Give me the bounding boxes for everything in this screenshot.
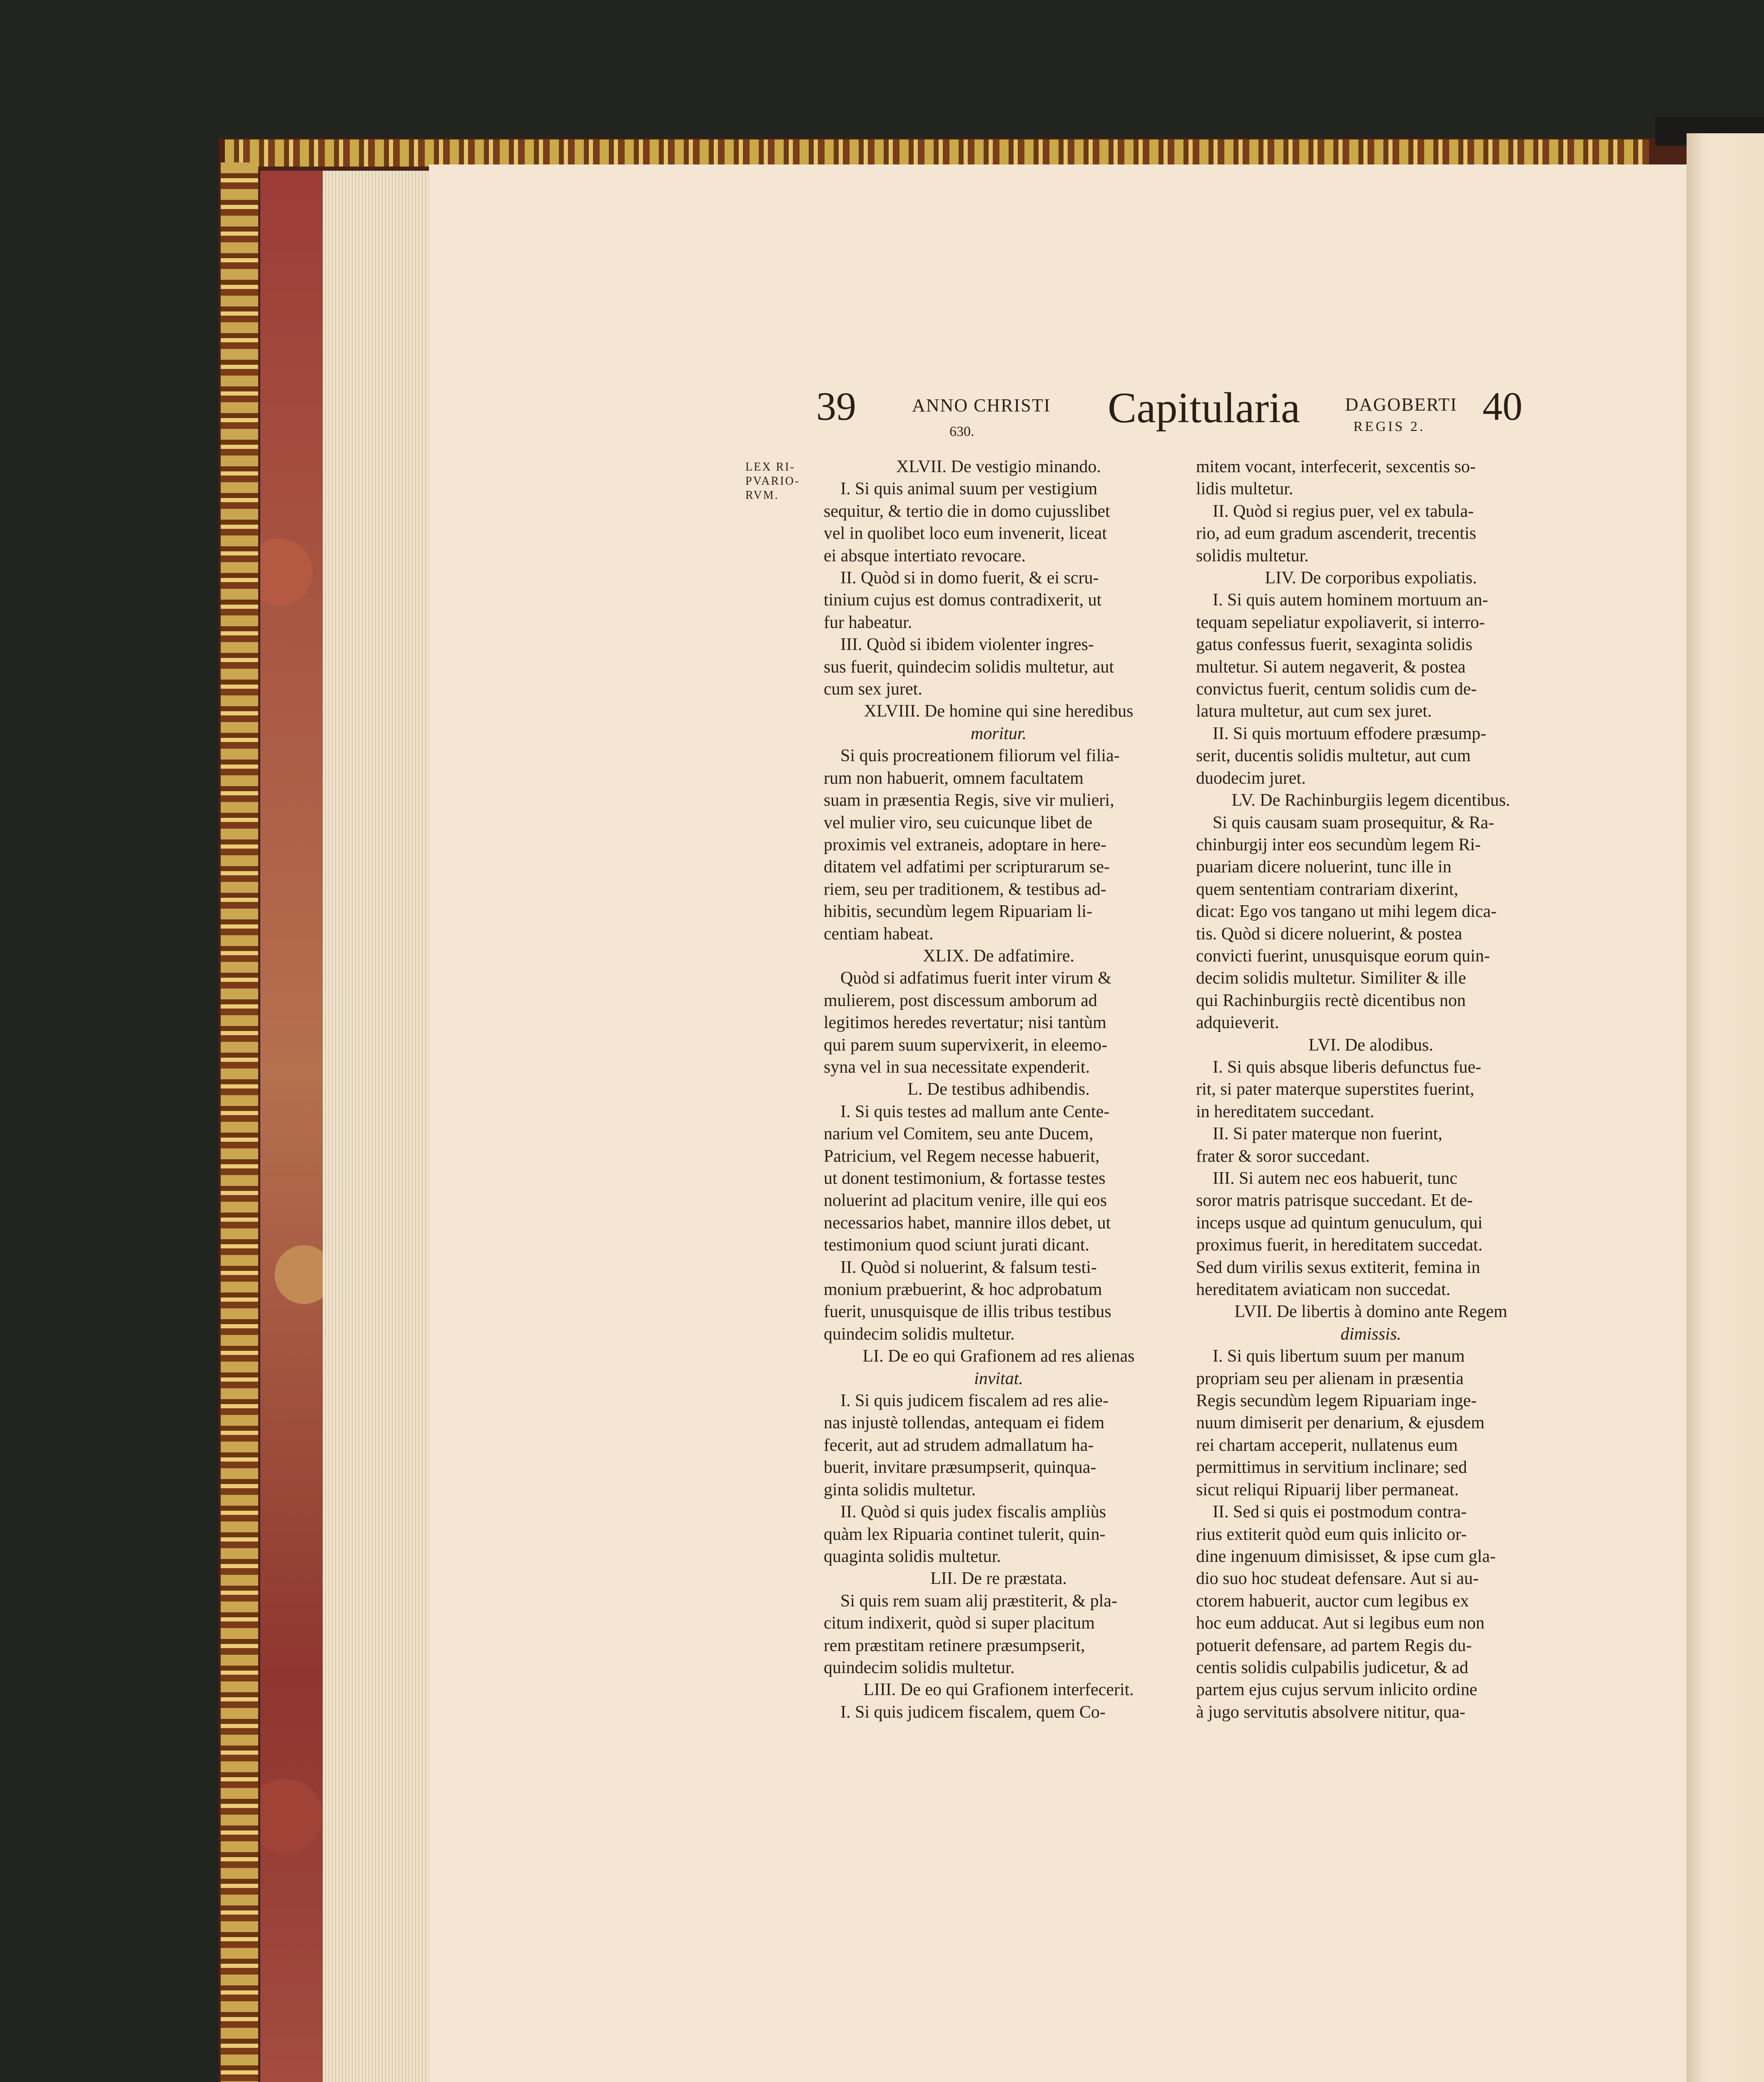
text-line: II. Si quis mortuum effodere præsump-	[1213, 724, 1487, 743]
text-line: II. Sed si quis ei postmodum contra-	[1213, 1502, 1467, 1522]
text-line: LVI. De alodibus.	[1308, 1035, 1433, 1055]
text-line: quem sententiam contrariam dixerint,	[1196, 879, 1458, 899]
text-line: I. Si quis judicem fiscalem, quem Co-	[840, 1702, 1106, 1722]
text-column-right	[1196, 456, 1546, 1723]
text-line: Quòd si adfatimus fuerit inter virum &	[840, 969, 1111, 988]
text-line: testimonium quod sciunt jurati dicant.	[824, 1235, 1090, 1255]
text-line: Si quis causam suam prosequitur, & Ra-	[1213, 813, 1495, 832]
text-line: I. Si quis absque liberis defunctus fue-	[1213, 1057, 1482, 1077]
page-number-right: 40	[1482, 384, 1522, 428]
text-line: LIV. De corporibus expoliatis.	[1265, 568, 1477, 588]
text-line: sequitur, & tertio die in domo cujusslibet	[824, 501, 1110, 521]
text-line: vel mulier viro, seu cuicunque libet de	[824, 813, 1092, 832]
text-line: hereditatem aviaticam non succedat.	[1196, 1280, 1451, 1300]
text-line: quaginta solidis multetur.	[824, 1547, 1001, 1566]
text-line: suam in præsentia Regis, sive vir mulieri,	[824, 791, 1114, 810]
text-line: solidis multetur.	[1196, 546, 1309, 565]
text-line: Si quis procreationem filiorum vel filia-	[840, 746, 1120, 766]
text-line: permittimus in servitium inclinare; sed	[1196, 1458, 1467, 1477]
text-line: decim solidis multetur. Similiter & ille	[1196, 969, 1466, 988]
text-line: fuerit, unusquisque de illis tribus testibus	[824, 1302, 1111, 1322]
text-line: ei absque intertiato revocare.	[824, 546, 1026, 565]
text-line: propriam seu per alienam in præsentia	[1196, 1369, 1464, 1388]
text-line: serit, ducentis solidis multetur, aut cum	[1196, 746, 1471, 766]
text-line: invitat.	[974, 1369, 1023, 1388]
text-line: proximis vel extraneis, adoptare in here-	[824, 835, 1106, 854]
text-line: multetur. Si autem negaverit, & postea	[1196, 657, 1466, 677]
text-line: II. Quòd si regius puer, vel ex tabula-	[1213, 501, 1474, 521]
text-line: citum indixerit, quòd si super placitum	[824, 1614, 1095, 1633]
text-line: quindecim solidis multetur.	[824, 1658, 1015, 1677]
text-line: ditatem vel adfatimi per scripturarum se-	[824, 857, 1110, 877]
text-line: vel in quolibet loco eum invenerit, liceat	[824, 524, 1107, 543]
text-line: tis. Quòd si dicere noluerint, & postea	[1196, 924, 1463, 944]
text-line: XLVIII. De homine qui sine heredibus	[864, 702, 1134, 721]
text-line: I. Si quis testes ad mallum ante Cente-	[840, 1102, 1110, 1121]
text-line: legitimos heredes revertatur; nisi tantùm	[824, 1013, 1106, 1033]
text-line: qui Rachinburgiis rectè dicentibus non	[1196, 991, 1466, 1010]
text-line: ctorem habuerit, auctor cum legibus ex	[1196, 1591, 1469, 1611]
text-line: tequam sepeliatur expoliaverit, si interro-	[1196, 613, 1485, 632]
text-line: adquieverit.	[1196, 1013, 1279, 1033]
text-line: quindecim solidis multetur.	[824, 1324, 1015, 1344]
margin-note	[745, 460, 812, 503]
text-line: rei chartam acceperit, nullatenus eum	[1196, 1435, 1458, 1455]
text-line: centiam habeat.	[824, 924, 934, 944]
text-line: Patricium, vel Regem necesse habuerit,	[824, 1146, 1100, 1166]
text-line: in hereditatem succedant.	[1196, 1102, 1374, 1121]
text-line: I. Si quis animal suum per vestigium	[840, 479, 1098, 499]
text-line: partem ejus cujus servum inlicito ordine	[1196, 1680, 1477, 1700]
text-line: rem præstitam retinere præsumpserit,	[824, 1636, 1085, 1655]
text-line: LV. De Rachinburgiis legem dicentibus.	[1231, 791, 1510, 810]
text-line: fur habeatur.	[824, 613, 912, 632]
text-line: nuum dimiserit per denarium, & ejusdem	[1196, 1413, 1485, 1433]
text-line: rit, si pater materque superstites fuerint,	[1196, 1080, 1475, 1099]
text-line: monium præbuerint, & hoc adprobatum	[824, 1280, 1102, 1300]
text-line: L. De testibus adhibendis.	[907, 1080, 1090, 1099]
text-line: convicti fuerint, unusquisque eorum quin-	[1196, 946, 1490, 966]
text-line: fecerit, aut ad strudem admallatum ha-	[824, 1435, 1094, 1455]
text-line: riem, seu per traditionem, & testibus ad-	[824, 879, 1106, 899]
margin-note-line: PVARIO-	[745, 475, 800, 488]
text-line: sicut reliqui Ripuarij liber permaneat.	[1196, 1480, 1459, 1499]
marbled-endpaper	[260, 171, 323, 2082]
text-line: frater & soror succedant.	[1196, 1146, 1370, 1166]
text-line: I. Si quis judicem fiscalem ad res alie-	[840, 1391, 1109, 1411]
text-line: moritur.	[970, 724, 1027, 743]
year-label: 630.	[949, 424, 974, 439]
text-line: puariam dicere noluerint, tunc ille in	[1196, 857, 1452, 877]
text-line: Sed dum virilis sexus extiterit, femina in	[1196, 1258, 1480, 1277]
text-line: quàm lex Ripuaria continet tulerit, quin-	[824, 1524, 1106, 1544]
page-number-left: 39	[816, 384, 856, 428]
text-line: inceps usque ad quintum genuculum, qui	[1196, 1213, 1483, 1233]
text-line: rius extiterit quòd eum quis inlicito or-	[1196, 1524, 1467, 1544]
text-line: necessarios habet, mannire illos debet, ut	[824, 1213, 1111, 1233]
text-line: ginta solidis multetur.	[824, 1480, 976, 1499]
text-line: potuerit defensare, ad partem Regis du-	[1196, 1636, 1472, 1655]
gilt-border-left	[221, 162, 258, 2082]
regis-label: REGIS 2.	[1353, 419, 1425, 434]
text-line: II. Si pater materque non fuerint,	[1213, 1124, 1443, 1144]
text-line: tinium cujus est domus contradixerit, ut	[824, 590, 1102, 610]
text-line: mulierem, post discessum amborum ad	[824, 991, 1097, 1010]
text-column-left	[824, 456, 1174, 1723]
text-line: sus fuerit, quindecim solidis multetur, aut	[824, 657, 1114, 677]
text-line: LIII. De eo qui Grafionem interfecerit.	[863, 1680, 1134, 1700]
margin-note-line: RVM.	[745, 489, 779, 502]
text-line: I. Si quis autem hominem mortuum an-	[1213, 590, 1488, 610]
text-line: chinburgij inter eos secundùm legem Ri-	[1196, 835, 1481, 854]
text-line: dicat: Ego vos tangano ut mihi legem dica-	[1196, 902, 1497, 921]
text-line: LII. De re præstata.	[930, 1569, 1067, 1589]
text-line: hoc eum adducat. Aut si legibus eum non	[1196, 1614, 1485, 1633]
text-line: I. Si quis libertum suum per manum	[1213, 1347, 1465, 1366]
text-line: dimissis.	[1340, 1324, 1401, 1344]
text-line: rio, ad eum gradum ascenderit, trecentis	[1196, 524, 1476, 543]
text-line: LI. De eo qui Grafionem ad res alienas	[862, 1347, 1135, 1366]
text-line: buerit, invitare præsumpserit, quinqua-	[824, 1458, 1096, 1477]
text-line: cum sex juret.	[824, 680, 922, 699]
text-line: à jugo servitutis absolvere nititur, qua-	[1196, 1702, 1465, 1722]
text-line: II. Quòd si in domo fuerit, & ei scru-	[840, 568, 1099, 588]
text-line: XLIX. De adfatimire.	[923, 946, 1074, 966]
text-line: II. Quòd si noluerint, & falsum testi-	[840, 1258, 1097, 1277]
text-line: proximus fuerit, in hereditatem succedat.	[1196, 1235, 1483, 1255]
text-line: gatus confessus fuerit, sexaginta solidis	[1196, 635, 1472, 655]
text-line: II. Quòd si quis judex fiscalis ampliùs	[840, 1502, 1106, 1522]
running-header	[816, 383, 1553, 450]
text-line: lidis multetur.	[1196, 479, 1293, 499]
text-line: narium vel Comitem, seu ante Ducem,	[824, 1124, 1094, 1144]
dagoberti-label: DAGOBERTI	[1345, 394, 1458, 415]
text-line: latura multetur, aut cum sex juret.	[1196, 702, 1432, 721]
page-edges	[323, 171, 431, 2082]
text-line: qui parem suum supervixerit, in eleemo-	[824, 1035, 1108, 1055]
text-line: noluerint ad placitum venire, ille qui eos	[824, 1191, 1107, 1210]
page-title: Capitularia	[1108, 384, 1301, 432]
text-line: dio suo hoc studeat defensare. Aut si au-	[1196, 1569, 1479, 1589]
text-line: III. Quòd si ibidem violenter ingres-	[840, 635, 1094, 655]
text-line: ut donent testimonium, & fortasse testes	[824, 1169, 1106, 1188]
text-line: rum non habuerit, omnem facultatem	[824, 768, 1084, 788]
text-line: Regis secundùm legem Ripuariam inge-	[1196, 1391, 1477, 1411]
text-line: syna vel in sua necessitate expenderit.	[824, 1057, 1090, 1077]
text-line: centis solidis culpabilis judicetur, & ad	[1196, 1658, 1468, 1677]
anno-christi-label: ANNO CHRISTI	[912, 395, 1051, 416]
facing-page-edge	[1687, 133, 1764, 2082]
text-line: mitem vocant, interfecerit, sexcentis so-	[1196, 457, 1476, 476]
text-line: convictus fuerit, centum solidis cum de-	[1196, 680, 1477, 699]
text-line: dine ingenuum dimisisset, & ipse cum gla-	[1196, 1547, 1496, 1566]
text-line: LVII. De libertis à domino ante Regem	[1234, 1302, 1507, 1322]
text-line: soror matris patrisque succedant. Et de-	[1196, 1191, 1473, 1210]
gilt-border-top	[225, 139, 1649, 167]
text-line: duodecim juret.	[1196, 768, 1306, 788]
text-line: XLVII. De vestigio minando.	[896, 457, 1101, 476]
text-line: hibitis, secundùm legem Ripuariam li-	[824, 902, 1093, 921]
text-line: nas injustè tollendas, antequam ei fidem	[824, 1413, 1105, 1433]
margin-note-line: LEX RI-	[745, 461, 795, 473]
text-line: III. Si autem nec eos habuerit, tunc	[1213, 1169, 1458, 1188]
text-line: Si quis rem suam alij præstiterit, & pla-	[840, 1591, 1117, 1611]
